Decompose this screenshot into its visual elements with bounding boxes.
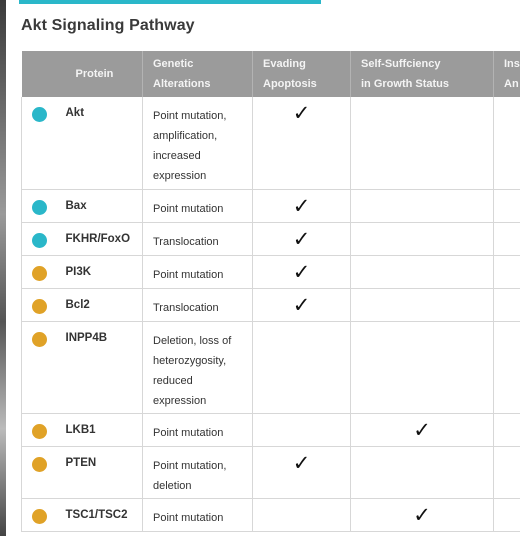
alteration-line: expression bbox=[153, 170, 207, 182]
genetic-alteration-cell bbox=[143, 446, 253, 498]
genetic-alteration-cell bbox=[143, 97, 253, 189]
evading-apoptosis-cell bbox=[253, 288, 351, 321]
genetic-alteration-text bbox=[143, 447, 252, 496]
status-dot bbox=[32, 299, 47, 314]
self-sufficiency-cell bbox=[351, 97, 494, 189]
evading-apoptosis-cell bbox=[253, 498, 351, 531]
alteration-line: Point mutation bbox=[153, 202, 224, 215]
status-dot-cell bbox=[22, 498, 66, 531]
status-dot bbox=[32, 509, 47, 524]
protein-cell bbox=[66, 413, 143, 446]
insensitivity-cell bbox=[494, 222, 520, 255]
self-sufficiency-cell bbox=[351, 222, 494, 255]
insensitivity-cell bbox=[494, 446, 520, 498]
protein-name: Akt bbox=[65, 107, 85, 119]
alteration-line: deletion bbox=[153, 479, 192, 492]
checkmark-icon: ✓ bbox=[292, 293, 311, 317]
evading-apoptosis-cell bbox=[253, 189, 351, 222]
protein-cell bbox=[66, 498, 143, 531]
status-dot bbox=[32, 457, 47, 472]
alteration-line: Point mutation, bbox=[153, 110, 227, 122]
checkmark-icon: ✓ bbox=[413, 418, 431, 442]
insensitivity-cell bbox=[494, 498, 520, 531]
protein-name: INPP4B bbox=[65, 331, 108, 344]
table-row bbox=[22, 189, 520, 222]
alteration-line: Point mutation, bbox=[153, 459, 227, 472]
checkmark-icon: ✓ bbox=[292, 102, 311, 125]
protein-cell bbox=[66, 288, 143, 321]
header-ins-line1: Ins bbox=[504, 58, 520, 70]
insensitivity-cell bbox=[494, 321, 520, 413]
genetic-alteration-text bbox=[143, 190, 252, 219]
accent-bar bbox=[19, 0, 321, 4]
protein-name: FKHR/FoxO bbox=[65, 232, 131, 245]
genetic-alteration-cell bbox=[143, 255, 253, 288]
genetic-alteration-text bbox=[143, 289, 252, 318]
status-dot bbox=[32, 332, 47, 347]
self-sufficiency-cell bbox=[351, 255, 494, 288]
protein-cell bbox=[66, 321, 143, 413]
self-sufficiency-cell bbox=[351, 498, 494, 531]
status-dot-cell bbox=[22, 321, 66, 413]
table-row bbox=[22, 498, 520, 531]
status-dot-cell bbox=[22, 413, 66, 446]
header-protein-label: Protein bbox=[75, 68, 114, 80]
table-row bbox=[22, 288, 520, 321]
header-genetic-alterations bbox=[143, 51, 253, 97]
alteration-line: increased bbox=[153, 150, 201, 162]
protein-name: LKB1 bbox=[65, 423, 96, 436]
alteration-line: Point mutation bbox=[153, 426, 224, 439]
header-insensitivity-truncated bbox=[494, 51, 520, 97]
status-dot-cell bbox=[22, 97, 66, 189]
evading-apoptosis-cell bbox=[253, 321, 351, 413]
alteration-line: reduced bbox=[153, 374, 193, 387]
protein-cell bbox=[66, 97, 143, 189]
header-ins-line2: An bbox=[504, 78, 519, 90]
alteration-line: Point mutation bbox=[153, 268, 224, 281]
insensitivity-cell bbox=[494, 97, 520, 189]
protein-name: Bcl2 bbox=[65, 298, 90, 311]
self-sufficiency-cell bbox=[351, 413, 494, 446]
insensitivity-cell bbox=[494, 255, 520, 288]
genetic-alteration-text bbox=[143, 97, 252, 186]
header-evading-line2: Apoptosis bbox=[263, 78, 317, 90]
genetic-alteration-text bbox=[143, 322, 252, 411]
header-evading-line1: Evading bbox=[263, 58, 306, 70]
status-dot-cell bbox=[22, 288, 66, 321]
genetic-alteration-cell bbox=[143, 222, 253, 255]
status-dot bbox=[32, 200, 47, 215]
status-dot bbox=[32, 233, 47, 248]
header-self-sufficiency bbox=[351, 51, 494, 97]
genetic-alteration-text bbox=[143, 499, 252, 528]
header-protein bbox=[66, 51, 143, 97]
protein-name: PTEN bbox=[65, 456, 97, 469]
table-row bbox=[22, 222, 520, 255]
checkmark-icon: ✓ bbox=[292, 451, 311, 475]
checkmark-icon: ✓ bbox=[292, 260, 311, 284]
page-title: Akt Signaling Pathway bbox=[21, 17, 195, 34]
evading-apoptosis-cell bbox=[253, 413, 351, 446]
alteration-line: amplification, bbox=[153, 130, 218, 142]
status-dot bbox=[32, 424, 47, 439]
genetic-alteration-cell bbox=[143, 189, 253, 222]
self-sufficiency-cell bbox=[351, 189, 494, 222]
checkmark-icon: ✓ bbox=[292, 194, 311, 218]
pathway-table bbox=[21, 51, 520, 532]
alteration-line: heterozygosity, bbox=[153, 354, 227, 367]
self-sufficiency-cell bbox=[351, 446, 494, 498]
insensitivity-cell bbox=[494, 189, 520, 222]
genetic-alteration-cell bbox=[143, 498, 253, 531]
table-row bbox=[22, 446, 520, 498]
genetic-alteration-cell bbox=[143, 413, 253, 446]
protein-cell bbox=[66, 255, 143, 288]
alteration-line: Deletion, loss of bbox=[153, 334, 232, 347]
content-card bbox=[6, 0, 520, 536]
protein-cell bbox=[66, 222, 143, 255]
alteration-line: Translocation bbox=[153, 301, 219, 314]
status-dot-cell bbox=[22, 222, 66, 255]
alteration-line: Point mutation bbox=[153, 511, 224, 524]
evading-apoptosis-cell bbox=[253, 255, 351, 288]
genetic-alteration-text bbox=[143, 223, 252, 252]
header-self-line2: in Growth Status bbox=[361, 78, 449, 90]
insensitivity-cell bbox=[494, 413, 520, 446]
table-header-row bbox=[22, 51, 520, 97]
status-dot bbox=[32, 266, 47, 281]
protein-cell bbox=[66, 446, 143, 498]
header-evading-apoptosis bbox=[253, 51, 351, 97]
table-row bbox=[22, 321, 520, 413]
genetic-alteration-cell bbox=[143, 288, 253, 321]
header-dot-col bbox=[22, 51, 66, 97]
header-self-line1: Self-Suffciency bbox=[361, 58, 441, 70]
protein-name: TSC1/TSC2 bbox=[65, 508, 128, 521]
protein-name: Bax bbox=[65, 199, 87, 212]
header-genetic-line1: Genetic bbox=[153, 58, 194, 70]
status-dot-cell bbox=[22, 189, 66, 222]
evading-apoptosis-cell bbox=[253, 97, 351, 189]
self-sufficiency-cell bbox=[351, 321, 494, 413]
status-dot-cell bbox=[22, 255, 66, 288]
insensitivity-cell bbox=[494, 288, 520, 321]
status-dot bbox=[32, 107, 47, 122]
checkmark-icon: ✓ bbox=[413, 503, 431, 527]
table-row bbox=[22, 97, 520, 189]
protein-cell bbox=[66, 189, 143, 222]
table-row bbox=[22, 255, 520, 288]
evading-apoptosis-cell bbox=[253, 222, 351, 255]
status-dot-cell bbox=[22, 446, 66, 498]
genetic-alteration-text bbox=[143, 256, 252, 285]
table-row bbox=[22, 413, 520, 446]
alteration-line: expression bbox=[153, 394, 207, 407]
alteration-line: Translocation bbox=[153, 235, 219, 248]
protein-name: PI3K bbox=[65, 265, 92, 278]
header-genetic-line2: Alterations bbox=[153, 78, 211, 90]
checkmark-icon: ✓ bbox=[292, 227, 311, 251]
evading-apoptosis-cell bbox=[253, 446, 351, 498]
genetic-alteration-text bbox=[143, 414, 252, 443]
self-sufficiency-cell bbox=[351, 288, 494, 321]
genetic-alteration-cell bbox=[143, 321, 253, 413]
